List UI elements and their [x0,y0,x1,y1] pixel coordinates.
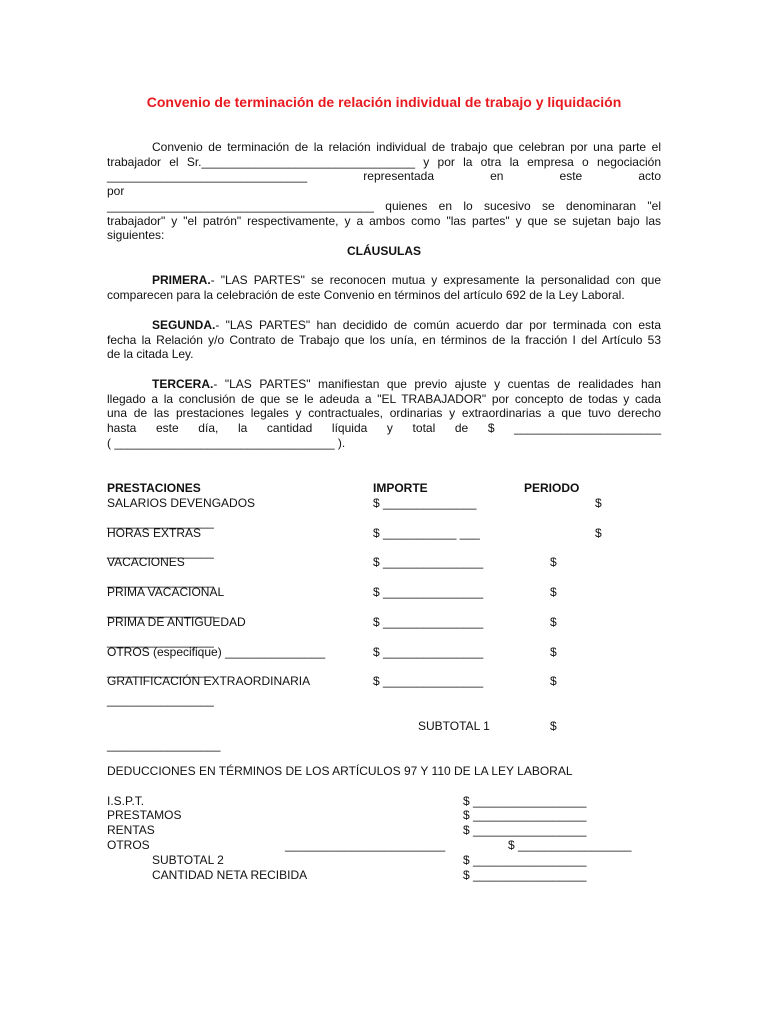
col-header-periodo: PERIODO [524,481,580,495]
row-label-prima-antiguedad: PRIMA DE ANTIGUEDAD [107,615,246,629]
clause-label: PRIMERA. [152,273,211,287]
row-blank-line: ________________ [107,604,214,618]
clause-line [107,273,661,288]
clause-line: de la citada Ley. [107,347,194,362]
clause-tercera [107,377,661,451]
row-periodo-gratificacion: $ [550,674,557,688]
deduccion-otros-label: OTROS [107,838,150,852]
clause-line: fecha la Relación y/o Contrato de Trabajo que los unía, en términos de la fracción I del Artículo 53 [107,332,661,347]
row-periodo-otros: $ [550,645,557,659]
intro-paragraph [107,140,661,243]
col-header-prestaciones: PRESTACIONES [107,481,201,495]
clause-label: TERCERA. [152,377,214,391]
deduccion-otros-line: ________________________ [285,838,446,852]
row-label-otros: OTROS (especifique) _______________ [107,645,326,659]
row-importe-salarios: $ ______________ [373,496,477,510]
row-periodo-prima-antiguedad: $ [550,615,557,629]
cantidad-neta-value: $ _________________ [463,868,587,882]
row-label-prima-vacacional: PRIMA VACACIONAL [107,585,225,599]
deduccion-ispt-label: I.S.P.T. [107,794,145,808]
deduccion-otros-value: $ _________________ [508,838,632,852]
row-label-gratificacion: GRATIFICACIÓN EXTRAORDINARIA [107,674,311,688]
clause-text: - "LAS PARTES" se reconocen mutua y expresamente la personalidad con que [210,273,661,287]
row-importe-otros: $ _______________ [373,645,484,659]
subtotal-1-label: SUBTOTAL 1 [418,719,490,733]
clause-segunda [107,318,661,362]
clausulas-heading: CLÁUSULAS [347,244,421,258]
row-importe-horas-extras: $ ___________ ___ [373,526,480,540]
intro-line: ________________________________________ quienes en lo sucesivo se denominaran "el [107,198,661,213]
cantidad-neta-label: CANTIDAD NETA RECIBIDA [152,868,308,882]
clause-line [107,377,661,392]
row-blank-line: ________________ [107,693,214,707]
intro-line: trabajador" y "el patrón" respectivamente, y a ambos como "las partes" y que se sujetan bajo las [107,213,661,228]
intro-text: Convenio de terminación de la relación individual de trabajo que celebran por una parte el [152,140,661,154]
row-blank-line: ________________ [107,664,214,678]
deduccion-rentas-label: RENTAS [107,823,155,837]
clause-line: hasta este día, la cantidad líquida y total de $ ______________________ [107,421,661,436]
row-blank-line: ________________ [107,574,214,588]
deduccion-prestamos-label: PRESTAMOS [107,808,182,822]
row-periodo-prima-vacacional: $ [550,585,557,599]
clause-line [107,318,661,333]
clause-line: una de las prestaciones legales y contractuales, ordinarias y extraordinarias a que tuvo derecho [107,406,661,421]
row-blank-line: ________________ [107,515,214,529]
deducciones-heading: DEDUCCIONES EN TÉRMINOS DE LOS ARTÍCULOS 97 Y 110 DE LA LEY LABORAL [107,764,573,778]
document-title: Convenio de terminación de relación individual de trabajo y liquidación [146,94,622,110]
row-importe-prima-antiguedad: $ _______________ [373,615,484,629]
deduccion-rentas-value: $ _________________ [463,823,587,837]
clause-line: comparecen para la celebración de este Convenio en términos del artículo 692 de la Ley Laboral. [107,287,625,302]
col-header-importe: IMPORTE [373,481,428,495]
clause-primera [107,273,661,302]
intro-line: siguientes: [107,228,165,243]
clause-text: - "LAS PARTES" manifiestan que previo ajuste y cuentas de realidades han [213,377,661,391]
clause-line: llegado a la conclusión de que se le adeuda a "EL TRABAJADOR" por concepto de todas y cada [107,391,661,406]
clause-line: ( _________________________________ ). [107,435,346,450]
row-blank-line: ________________ [107,545,214,559]
row-label-salarios: SALARIOS DEVENGADOS [107,496,256,510]
row-periodo-salarios: $ [595,496,602,510]
intro-line [107,140,661,155]
clause-label: SEGUNDA. [152,318,216,332]
subtotal-2-label: SUBTOTAL 2 [152,853,224,867]
clause-text: - "LAS PARTES" han decidido de común acuerdo dar por terminada con esta [215,318,661,332]
subtotal-1-line: _________________ [107,738,221,752]
row-label-vacaciones: VACACIONES [107,555,185,569]
row-periodo-horas-extras: $ [595,526,602,540]
deduccion-ispt-value: $ _________________ [463,794,587,808]
deduccion-prestamos-value: $ _________________ [463,808,587,822]
row-label-horas-extras: HORAS EXTRAS [107,526,202,540]
row-importe-gratificacion: $ _______________ [373,674,484,688]
row-periodo-vacaciones: $ [550,555,557,569]
row-importe-vacaciones: $ _______________ [373,555,484,569]
intro-line: ______________________________ representada en este acto por [107,169,661,199]
subtotal-2-value: $ _________________ [463,853,587,867]
row-blank-line: ________________ [107,634,214,648]
subtotal-1-value: $ [550,719,557,733]
intro-line: trabajador el Sr.________________________________ y por la otra la empresa o negociación [107,154,661,169]
row-importe-prima-vacacional: $ _______________ [373,585,484,599]
